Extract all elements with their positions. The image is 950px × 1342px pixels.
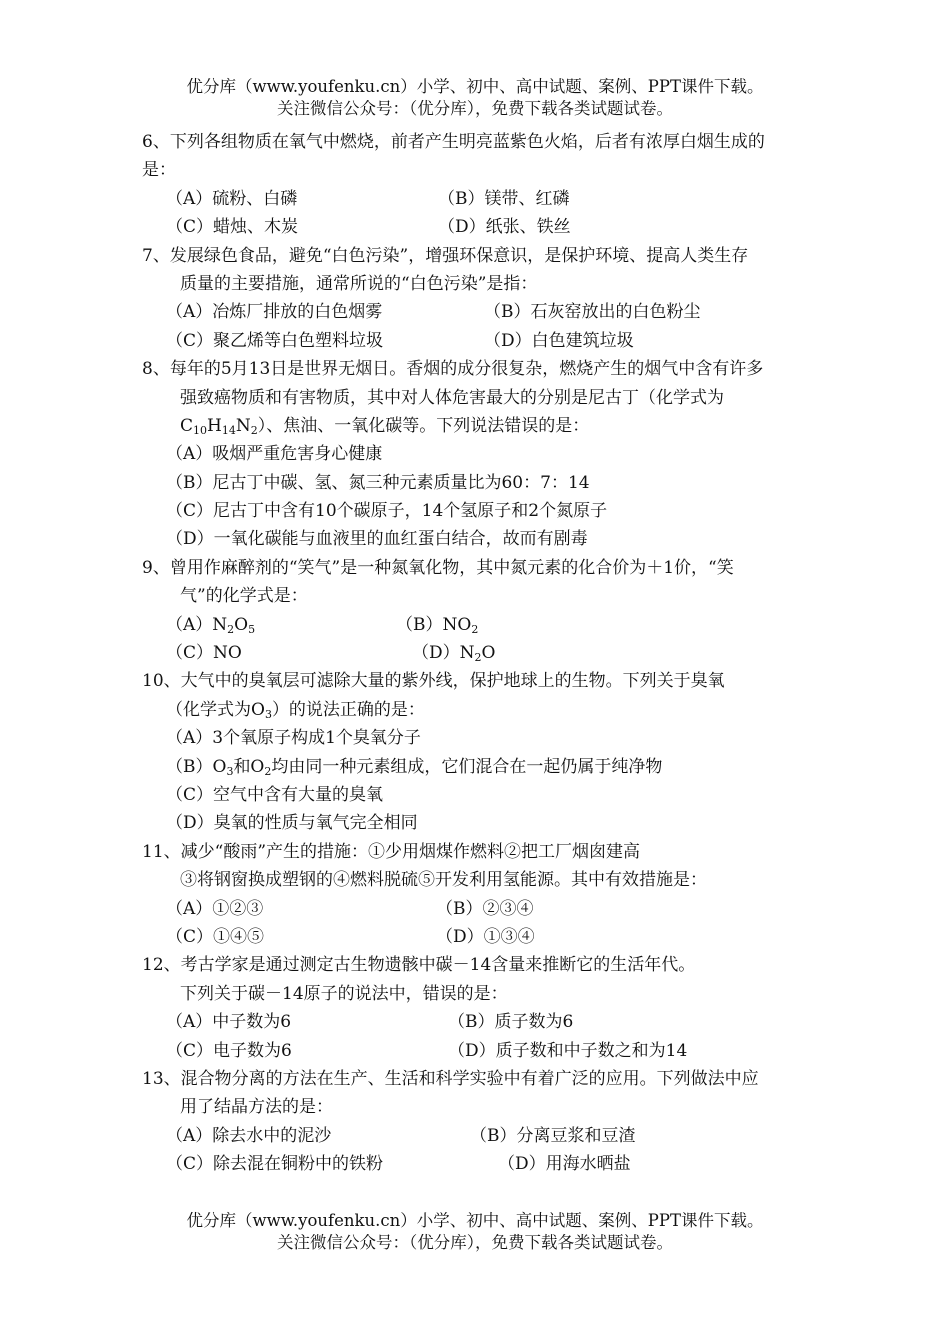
question-13 (0, 1065, 950, 1179)
page-footer (0, 1210, 950, 1254)
option-b: $(B)O_3$和$O_2$均由同一种元素组成，它们混合在一起仍属于纯净物 (166, 756, 663, 778)
option-c: （C）聚乙烯等白色塑料垃圾 (166, 330, 384, 351)
option-a: （A）①②③ (166, 898, 264, 919)
page-header (0, 76, 950, 120)
footer-line-2: 关注微信公众号：（优分库），免费下载各类试题试卷。 (277, 1233, 673, 1252)
option-d: （D）质子数和中子数之和为14 (448, 1040, 688, 1061)
option-d: （D）纸张、铁丝 (438, 217, 571, 238)
question-8-stem: 8、每年的5月13日是世界无烟日。香烟的成分很复杂，燃烧产生的烟气中含有许多 (142, 359, 764, 380)
option-b: $(B)NO_2$ (396, 614, 479, 636)
question-9-stem: 9、曾用作麻醉剂的“笑气”是一种氮氧化物，其中氮元素的化合价为＋1价，“笑 (142, 557, 734, 578)
option-c: （C）电子数为6 (166, 1040, 292, 1061)
option-row (0, 1122, 950, 1150)
option-d: （D）①③④ (436, 926, 535, 947)
question-12-stem-cont: 下列关于碳－14原子的说法中，错误的是： (180, 983, 508, 1004)
option-row (0, 185, 950, 213)
question-7-stem: 7、发展绿色食品，避免“白色污染”，增强环保意识，是保护环境、提高人类生存 (142, 245, 749, 266)
option-b: （B）镁带、红磷 (438, 188, 570, 209)
formula-h: H (207, 415, 222, 436)
option-row (0, 895, 950, 923)
option-a: （A）除去水中的泥沙 (166, 1125, 332, 1146)
option-b: （B）石灰窑放出的白色粉尘 (484, 302, 701, 323)
option-b: （B）分离豆浆和豆渣 (470, 1125, 636, 1146)
option-c: （C）尼古丁中含有10个碳原子，14个氢原子和2个氮原子 (166, 501, 608, 522)
question-6-stem: 6、下列各组物质在氧气中燃烧，前者产生明亮蓝紫色火焰，后者有浓厚白烟生成的 (142, 132, 765, 152)
option-a: （A）中子数为6 (166, 1012, 292, 1033)
option-row (0, 213, 950, 241)
question-7-stem-cont: 质量的主要措施，通常所说的“白色污染”是指： (180, 273, 538, 294)
question-10-stem: 10、大气中的臭氧层可滤除大量的紫外线，保护地球上的生物。下列关于臭氧 (142, 671, 725, 692)
option-a: （A）冶炼厂排放的白色烟雾 (166, 302, 383, 323)
question-10-stem-cont: （化学式为$O_3$）的说法正确的是： (166, 699, 425, 721)
option-row (0, 327, 950, 355)
question-8-stem-tail: ）、焦油、一氧化碳等。下列说法错误的是： (257, 415, 590, 436)
option-b: （B）尼古丁中碳、氢、氮三种元素质量比为60：7：14 (166, 472, 590, 493)
question-13-stem-cont: 用了结晶方法的是： (180, 1097, 333, 1118)
option-d: $(D)N_2O$ (412, 643, 496, 665)
option-row (0, 1037, 950, 1065)
option-row (0, 923, 950, 951)
question-11 (0, 838, 950, 952)
option-row (0, 1008, 950, 1036)
option-c: （C）除去混在铜粉中的铁粉 (166, 1154, 384, 1175)
option-a: （A）3个氧原子构成1个臭氧分子 (166, 728, 421, 749)
question-9 (0, 554, 950, 668)
formula-h-count: 14 (221, 423, 236, 437)
option-row (0, 298, 950, 326)
question-11-stem: 11、减少“酸雨”产生的措施：①少用烟煤作燃料②把工厂烟囱建高 (142, 841, 641, 862)
question-12 (0, 951, 950, 1065)
option-d: （D）用海水晒盐 (498, 1154, 631, 1175)
footer-line-1: 优分库（www.youfenku.cn）小学、初中、高中试题、案例、PPT课件下载。 (186, 1211, 764, 1230)
option-c: （C）蜡烛、木炭 (166, 217, 299, 238)
header-line-1: 优分库（www.youfenku.cn）小学、初中、高中试题、案例、PPT课件下载。 (186, 77, 764, 96)
question-9-stem-cont: 气”的化学式是： (180, 586, 308, 607)
question-12-stem: 12、考古学家是通过测定古生物遗骸中碳－14含量来推断它的生活年代。 (142, 955, 696, 976)
question-list (0, 128, 950, 1178)
question-7 (0, 242, 950, 356)
question-6-stem-cont: 是： (142, 160, 176, 181)
question-11-stem-cont: ③将钢窗换成塑钢的④燃料脱硫⑤开发利用氢能源。其中有效措施是： (180, 870, 707, 891)
formula-n: N (235, 415, 251, 436)
formula-c-count: 10 (193, 423, 208, 437)
option-row (0, 1150, 950, 1178)
formula-n-count: 2 (250, 423, 258, 437)
option-b: （B）质子数为6 (448, 1012, 574, 1033)
option-c: （C）①④⑤ (166, 926, 265, 947)
question-13-stem: 13、混合物分离的方法在生产、生活和科学实验中有着广泛的应用。下列做法中应 (142, 1068, 759, 1089)
option-b: （B）②③④ (436, 898, 534, 919)
option-c: （C）空气中含有大量的臭氧 (166, 784, 384, 805)
question-8-formula-line (0, 412, 950, 440)
option-row (0, 639, 950, 667)
question-10 (0, 667, 950, 837)
question-8 (0, 355, 950, 554)
question-6 (0, 128, 950, 242)
option-a: （A）硫粉、白磷 (166, 188, 298, 209)
header-line-2: 关注微信公众号：（优分库），免费下载各类试题试卷。 (277, 99, 673, 118)
option-d: （D）白色建筑垃圾 (484, 330, 634, 351)
option-a: （A）吸烟严重危害身心健康 (166, 444, 383, 465)
option-row (0, 611, 950, 639)
option-d: （D）一氧化碳能与血液里的血红蛋白结合，故而有剧毒 (166, 529, 588, 550)
question-8-stem-cont: 强致癌物质和有害物质，其中对人体危害最大的分别是尼古丁（化学式为 (180, 387, 724, 408)
option-c: （C）NO (166, 643, 242, 664)
formula-c: C (180, 415, 194, 436)
option-a: $(A)N_2O_5$ (166, 614, 256, 636)
option-d: （D）臭氧的性质与氧气完全相同 (166, 813, 418, 834)
